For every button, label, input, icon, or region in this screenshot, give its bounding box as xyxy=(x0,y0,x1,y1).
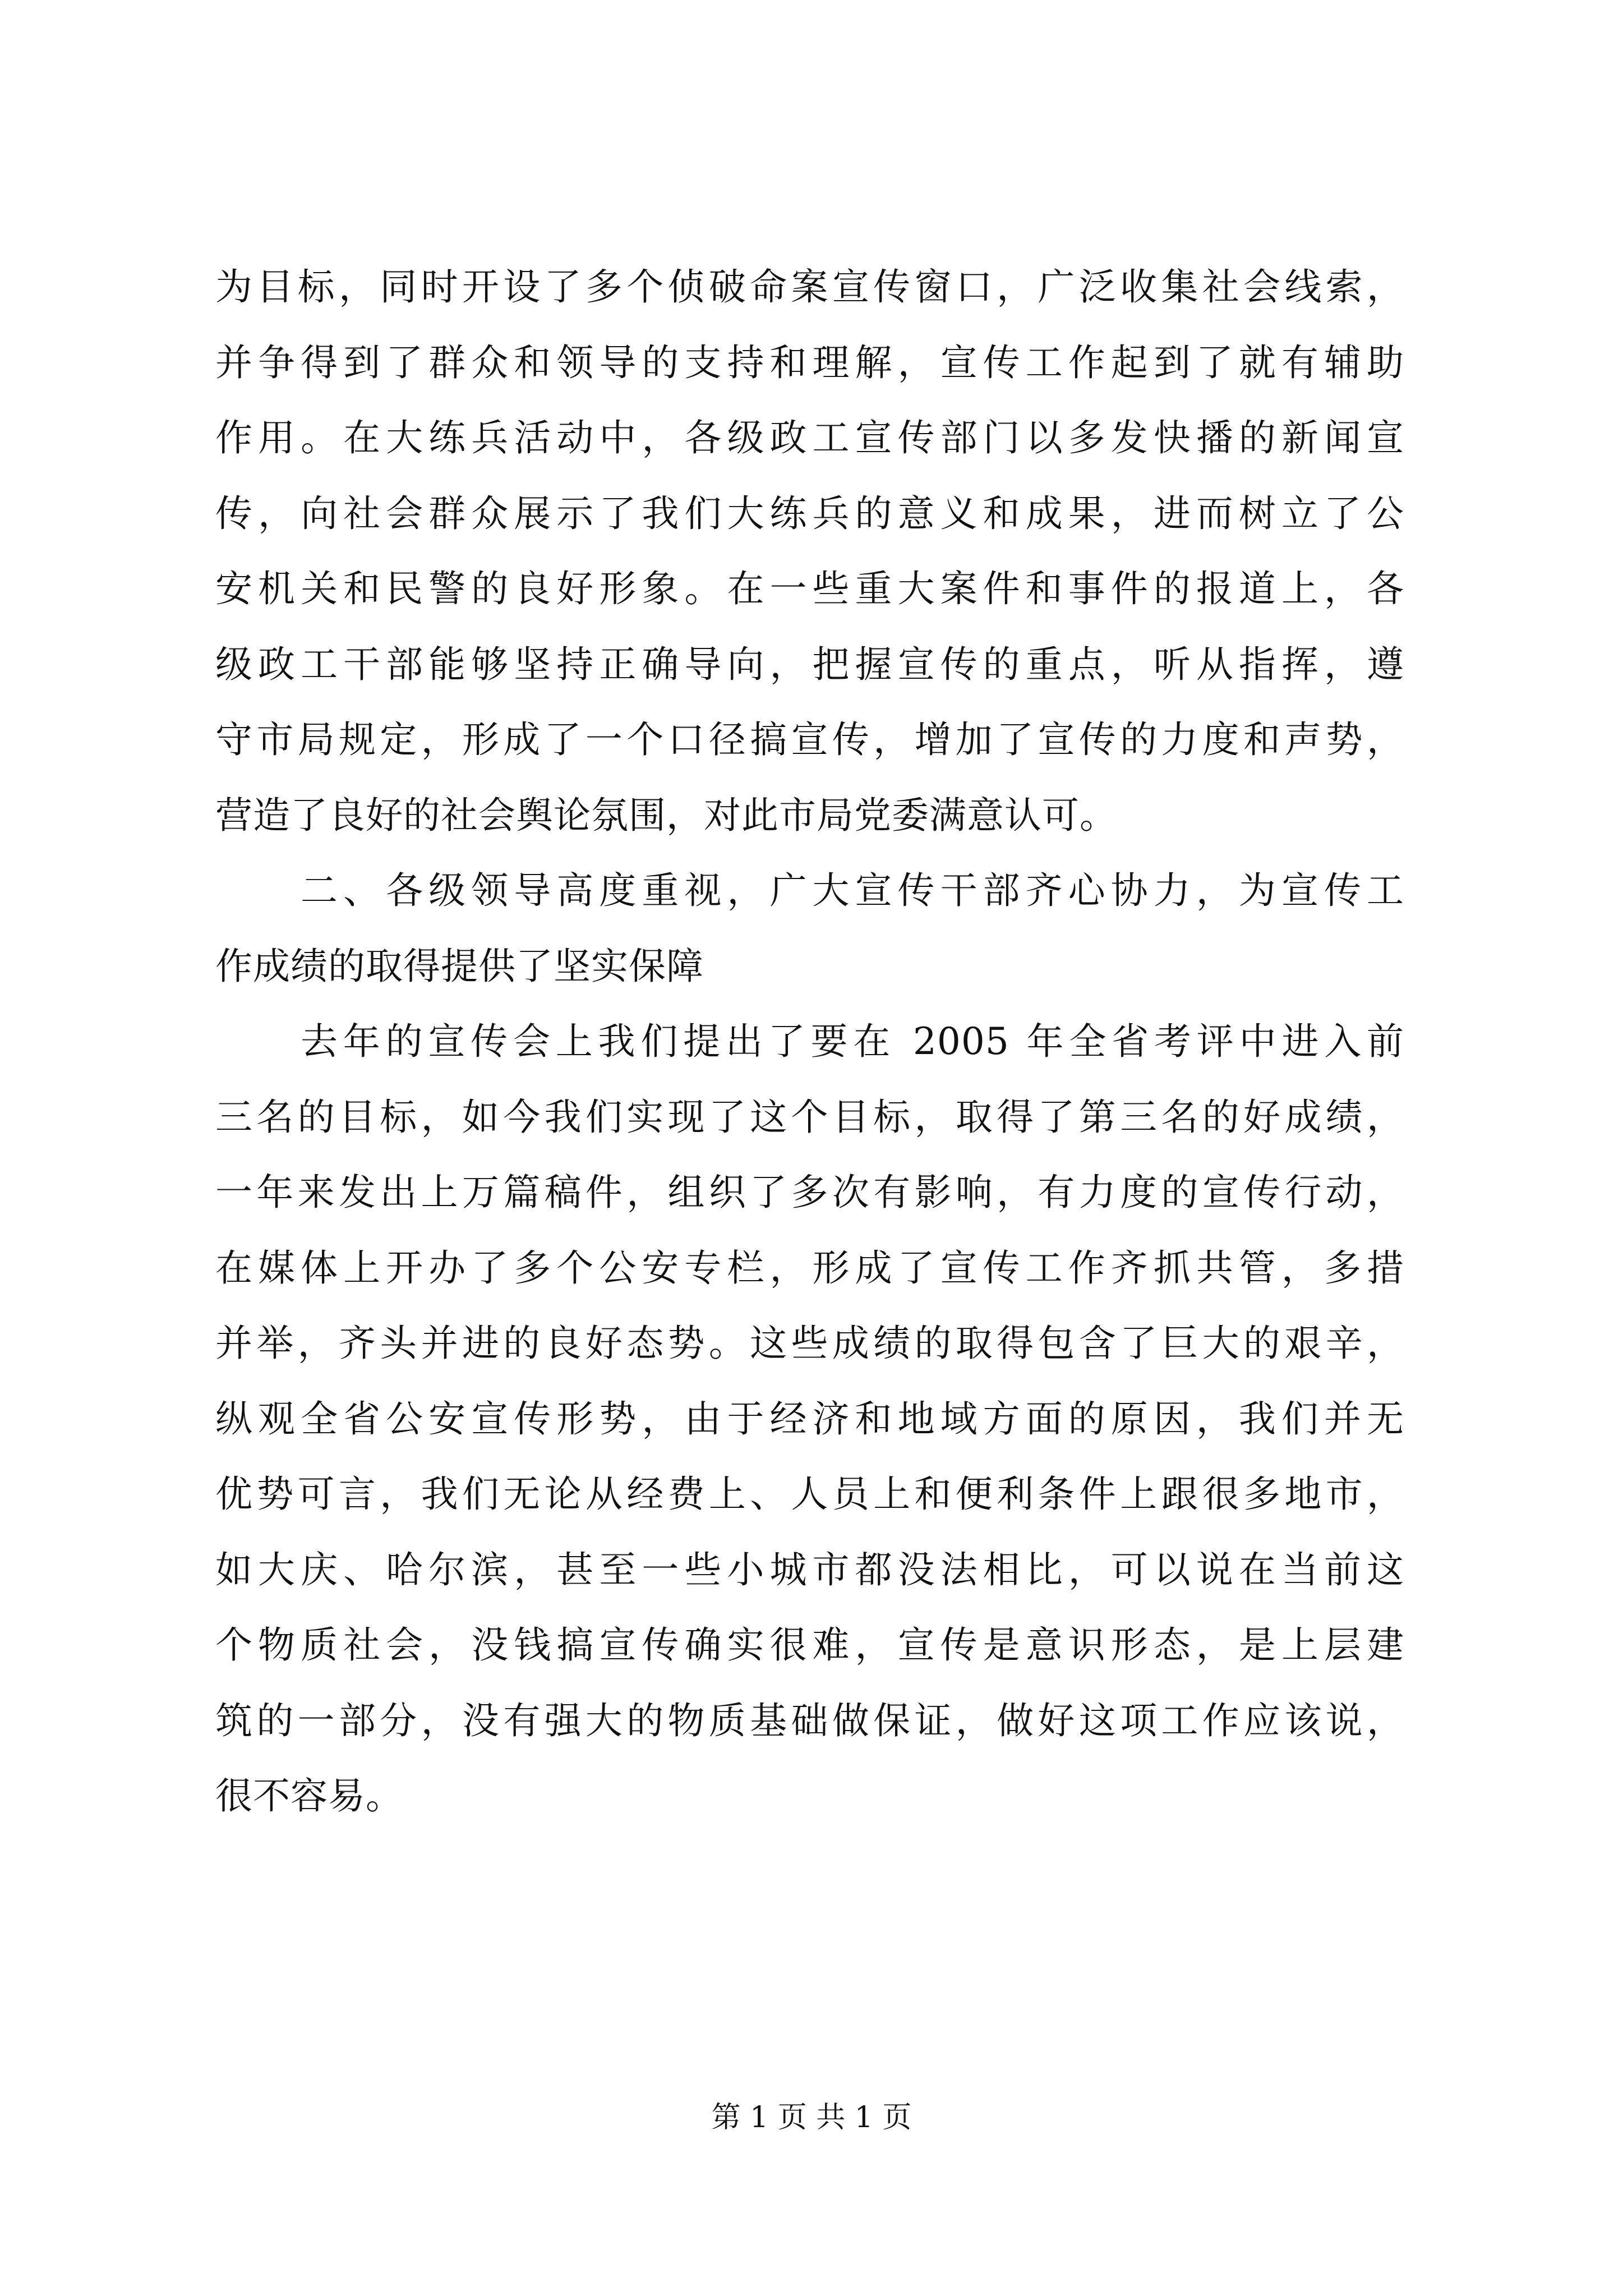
text-line: 级政工干部能够坚持正确导向，把握宣传的重点，听从指挥，遵 xyxy=(215,642,1404,686)
text-line: 优势可言，我们无论从经费上、人员上和便利条件上跟很多地市， xyxy=(215,1473,1404,1516)
section-heading-line: 作成绩的取得提供了坚实保障 xyxy=(215,944,704,988)
text-line: 三名的目标，如今我们实现了这个目标，取得了第三名的好成绩， xyxy=(215,1095,1404,1139)
text-line: 如大庆、哈尔滨，甚至一些小城市都没法相比，可以说在当前这 xyxy=(215,1548,1404,1591)
text-line: 营造了良好的社会舆论氛围，对此市局党委满意认可。 xyxy=(215,793,1117,837)
text-line: 并争得到了群众和领导的支持和理解，宣传工作起到了就有辅助 xyxy=(215,341,1404,384)
text-line: 去年的宣传会上我们提出了要在 2005 年全省考评中进入前 xyxy=(301,1020,1404,1063)
text-line: 个物质社会，没钱搞宣传确实很难，宣传是意识形态，是上层建 xyxy=(215,1623,1404,1667)
text-line: 传，向社会群众展示了我们大练兵的意义和成果，进而树立了公 xyxy=(215,491,1404,535)
text-line: 筑的一部分，没有强大的物质基础做保证，做好这项工作应该说， xyxy=(215,1699,1404,1742)
text-line: 纵观全省公安宣传形势，由于经济和地域方面的原因，我们并无 xyxy=(215,1397,1404,1441)
text-line: 作用。在大练兵活动中，各级政工宣传部门以多发快播的新闻宣 xyxy=(215,416,1404,459)
text-line: 守市局规定，形成了一个口径搞宣传，增加了宣传的力度和声势， xyxy=(215,718,1404,761)
text-line: 在媒体上开办了多个公安专栏，形成了宣传工作齐抓共管，多措 xyxy=(215,1246,1404,1290)
text-line: 很不容易。 xyxy=(215,1774,403,1818)
text-line: 安机关和民警的良好形象。在一些重大案件和事件的报道上，各 xyxy=(215,567,1404,610)
page-number-footer: 第 1 页 共 1 页 xyxy=(711,2101,912,2134)
text-line: 一年来发出上万篇稿件，组织了多次有影响，有力度的宣传行动， xyxy=(215,1171,1404,1214)
text-line: 为目标，同时开设了多个侦破命案宣传窗口，广泛收集社会线索， xyxy=(215,265,1404,309)
section-heading-line: 二、各级领导高度重视，广大宣传干部齐心协力，为宣传工 xyxy=(301,869,1404,912)
text-line: 并举，齐头并进的良好态势。这些成绩的取得包含了巨大的艰辛， xyxy=(215,1322,1404,1365)
document-body xyxy=(215,250,1404,1834)
